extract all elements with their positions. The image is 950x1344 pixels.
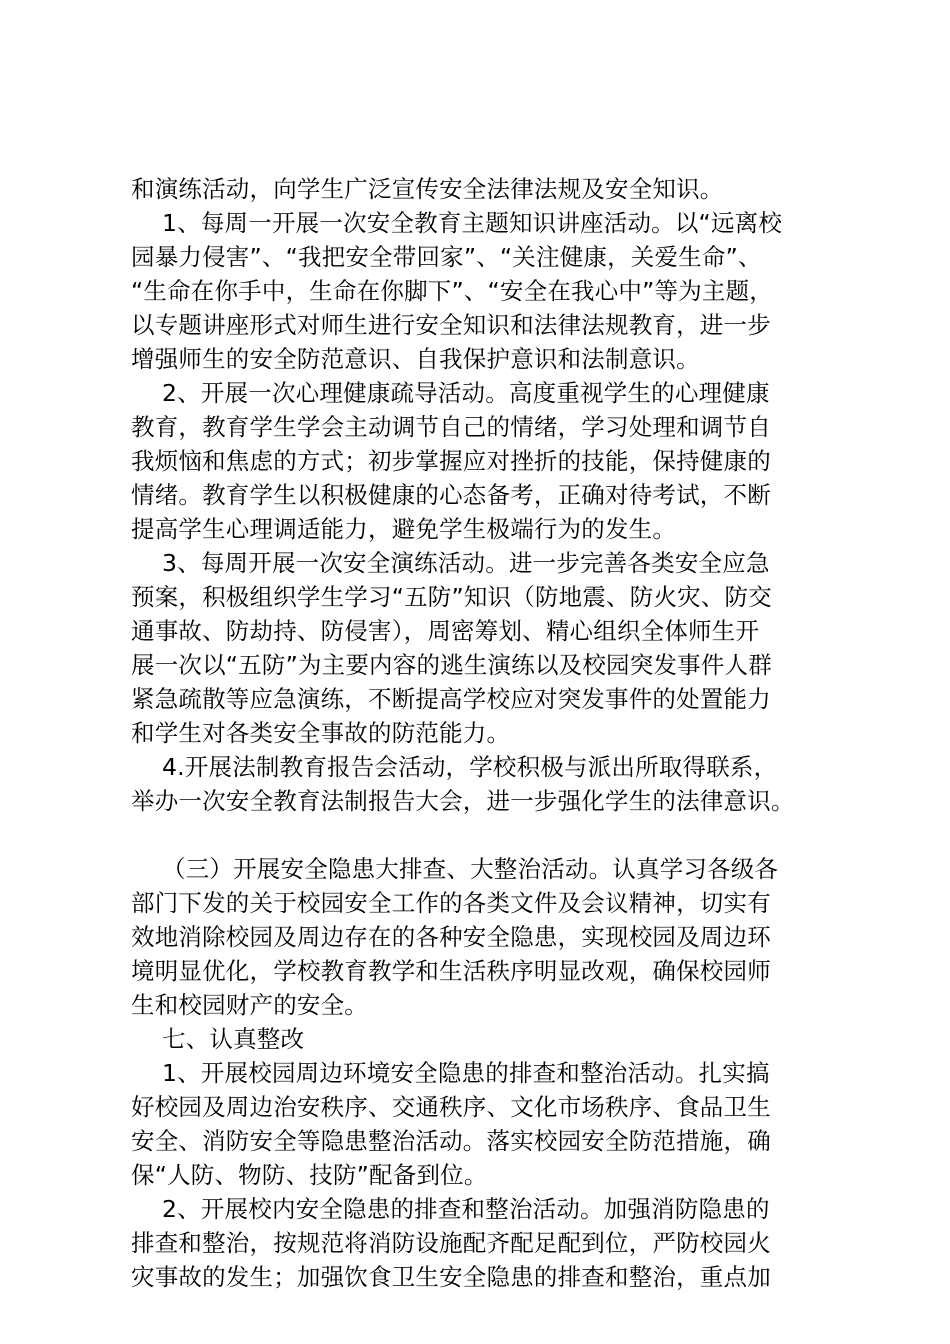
text-line: 灾事故的发生；加强饮食卫生安全隐患的排查和整治，重点加 [131, 1263, 771, 1291]
text-line: 通事故、防劫持、防侵害），周密筹划、精心组织全体师生开 [131, 617, 760, 645]
paragraph-start-line: 1、开展校园周边环境安全隐患的排查和整治活动。扎实搞 [162, 1059, 770, 1087]
paragraph-start-line: 2、开展校内安全隐患的排查和整治活动。加强消防隐患的 [162, 1195, 770, 1223]
text-line: 情绪。教育学生以积极健康的心态备考，正确对待考试，不断 [131, 481, 771, 509]
text-line: 增强师生的安全防范意识、自我保护意识和法制意识。 [131, 345, 700, 373]
text-line: 教育，教育学生学会主动调节自己的情绪，学习处理和调节自 [131, 413, 771, 441]
text-line: 效地消除校园及周边存在的各种安全隐患，实现校园及周边环 [131, 923, 771, 951]
text-line: 和演练活动，向学生广泛宣传安全法律法规及安全知识。 [131, 175, 724, 203]
text-line: 提高学生心理调适能力，避免学生极端行为的发生。 [131, 515, 677, 543]
text-line: 我烦恼和焦虑的方式；初步掌握应对挫折的技能，保持健康的 [131, 447, 771, 475]
paragraph-start-line: 4.开展法制教育报告会活动，学校积极与派出所取得联系， [162, 753, 778, 781]
text-line: 举办一次安全教育法制报告大会，进一步强化学生的法律意识。 [131, 787, 795, 815]
text-line: 部门下发的关于校园安全工作的各类文件及会议精神，切实有 [131, 889, 771, 917]
text-line: 园暴力侵害”、“我把安全带回家”、“关注健康，关爱生命”、 [131, 243, 762, 271]
section-heading-line: （三）开展安全隐患大排查、大整治活动。认真学习各级各 [162, 855, 779, 883]
text-line: 保“人防、物防、技防”配备到位。 [131, 1161, 488, 1189]
text-line: 展一次以“五防”为主要内容的逃生演练以及校园突发事件人群 [131, 651, 772, 679]
text-line: 排查和整治，按规范将消防设施配齐配足配到位，严防校园火 [131, 1229, 771, 1257]
section-title: 七、认真整改 [162, 1025, 305, 1053]
text-line: 安全、消防安全等隐患整治活动。落实校园安全防范措施，确 [131, 1127, 771, 1155]
text-line: 紧急疏散等应急演练，不断提高学校应对突发事件的处置能力 [131, 685, 771, 713]
text-line: 和学生对各类安全事故的防范能力。 [131, 719, 511, 747]
paragraph-gap [131, 818, 831, 852]
text-line: 生和校园财产的安全。 [131, 991, 368, 1019]
text-line: 好校园及周边治安秩序、交通秩序、文化市场秩序、食品卫生 [131, 1093, 771, 1121]
text-line: 预案，积极组织学生学习“五防”知识（防地震、防火灾、防交 [131, 583, 772, 611]
text-line: “生命在你手中，生命在你脚下”、“安全在我心中”等为主题， [131, 277, 773, 305]
document-body [131, 172, 831, 1294]
paragraph-start-line: 3、每周开展一次安全演练活动。进一步完善各类安全应急 [162, 549, 770, 577]
text-line: 以专题讲座形式对师生进行安全知识和法律法规教育，进一步 [131, 311, 771, 339]
paragraph-start-line: 2、开展一次心理健康疏导活动。高度重视学生的心理健康 [162, 379, 770, 407]
text-line: 境明显优化，学校教育教学和生活秩序明显改观，确保校园师 [131, 957, 771, 985]
paragraph-start-line: 1、每周一开展一次安全教育主题知识讲座活动。以“远离校 [162, 209, 783, 237]
